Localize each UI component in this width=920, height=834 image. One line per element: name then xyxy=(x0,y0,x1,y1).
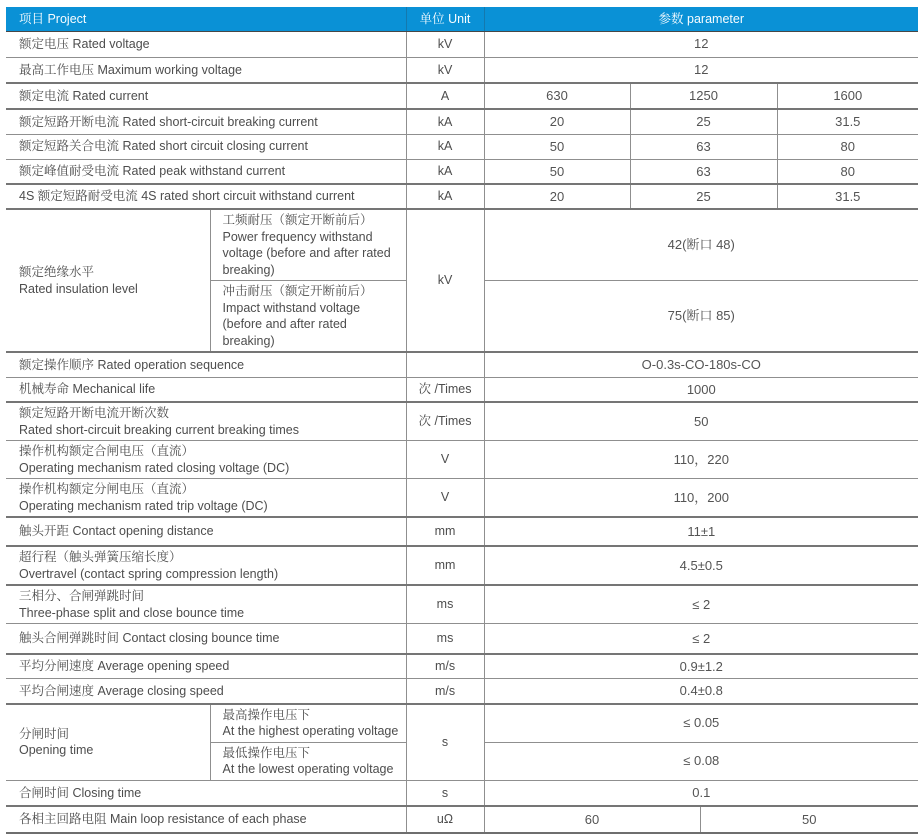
value-cell: 20 xyxy=(484,184,630,209)
sub-label-cell xyxy=(210,704,406,743)
table-header-row xyxy=(6,7,918,31)
value-cell: 50 xyxy=(484,159,630,184)
unit-cell: kV xyxy=(406,209,484,352)
value-cell: 75(断口 85) xyxy=(484,281,918,353)
label-cell: 额定电流 Rated current xyxy=(6,83,406,109)
label-en: Opening time xyxy=(19,743,94,757)
label-en: Rated insulation level xyxy=(19,281,138,296)
row-opening-time-highest xyxy=(6,704,918,743)
value-cell: O-0.3s-CO-180s-CO xyxy=(484,352,918,377)
label-en: Operating mechanism rated trip voltage (DC) xyxy=(19,498,268,513)
row-operation-sequence xyxy=(6,352,918,377)
label-cell-group xyxy=(6,704,210,781)
label-cell: 各相主回路电阻 Main loop resistance of each phase xyxy=(6,806,406,833)
value-cell: 1250 xyxy=(630,83,777,109)
label-cn: 最低操作电压下 xyxy=(222,745,311,760)
value-cell: 110，220 xyxy=(484,441,918,479)
unit-cell: ms xyxy=(406,585,484,624)
value-cell: ≤ 2 xyxy=(484,585,918,624)
unit-cell: A xyxy=(406,83,484,109)
label-en: Power frequency withstand voltage (before and after rated breaking) xyxy=(222,229,391,277)
row-avg-opening-speed xyxy=(6,654,918,679)
row-rated-voltage xyxy=(6,31,918,57)
label-en: At the lowest operating voltage xyxy=(222,762,394,776)
value-cell: 31.5 xyxy=(777,184,918,209)
label-cn: 操作机构额定合闸电压（直流） xyxy=(19,444,195,458)
value-cell: 80 xyxy=(777,134,918,159)
value-cell: 1600 xyxy=(777,83,918,109)
label-en: Rated short-circuit breaking current breaking times xyxy=(19,422,299,437)
label-cn: 三相分、合闸弹跳时间 xyxy=(19,589,145,603)
row-mechanical-life xyxy=(6,377,918,402)
label-en: Impact withstand voltage (before and after rated breaking) xyxy=(222,300,361,348)
row-max-working-voltage xyxy=(6,57,918,83)
value-cell: ≤ 0.08 xyxy=(484,742,918,780)
label-cn: 操作机构额定分闸电压（直流） xyxy=(19,482,195,496)
row-peak-withstand-current xyxy=(6,159,918,184)
unit-cell: kA xyxy=(406,109,484,134)
sub-label-cell xyxy=(210,281,406,353)
row-contact-opening-distance xyxy=(6,517,918,546)
row-three-phase-bounce-time xyxy=(6,585,918,624)
label-en: Three-phase split and close bounce time xyxy=(19,605,245,620)
value-cell: 1000 xyxy=(484,377,918,402)
value-cell: 0.9±1.2 xyxy=(484,654,918,679)
label-cell: 额定短路开断电流 Rated short-circuit breaking current xyxy=(6,109,406,134)
label-cell: 4S 额定短路耐受电流 4S rated short circuit withstand current xyxy=(6,184,406,209)
value-cell: 0.1 xyxy=(484,780,918,806)
label-cn: 最高操作电压下 xyxy=(222,707,311,722)
row-breaking-times xyxy=(6,402,918,441)
sub-label-cell xyxy=(210,742,406,780)
label-cell: 平均合闸速度 Average closing speed xyxy=(6,679,406,704)
value-cell: 0.4±0.8 xyxy=(484,679,918,704)
unit-cell: 次 /Times xyxy=(406,402,484,441)
value-cell: 11±1 xyxy=(484,517,918,546)
value-cell: 25 xyxy=(630,109,777,134)
header-unit: 单位 Unit xyxy=(406,7,484,31)
unit-cell: m/s xyxy=(406,679,484,704)
label-cn: 超行程（触头弹簧压缩长度） xyxy=(19,550,182,564)
unit-cell: V xyxy=(406,479,484,518)
label-cell: 最高工作电压 Maximum working voltage xyxy=(6,57,406,83)
row-overtravel xyxy=(6,546,918,585)
row-rated-current xyxy=(6,83,918,109)
unit-cell: kA xyxy=(406,184,484,209)
row-insulation-power-frequency xyxy=(6,209,918,281)
row-closing-current xyxy=(6,134,918,159)
row-main-loop-resistance xyxy=(6,806,918,833)
value-cell: 110，200 xyxy=(484,479,918,518)
label-cell xyxy=(6,546,406,585)
header-parameter: 参数 parameter xyxy=(484,7,918,31)
row-breaking-current xyxy=(6,109,918,134)
label-cell: 额定电压 Rated voltage xyxy=(6,31,406,57)
value-cell: 630 xyxy=(484,83,630,109)
value-cell: 12 xyxy=(484,31,918,57)
sub-label-cell xyxy=(210,209,406,281)
unit-cell xyxy=(406,352,484,377)
label-cell: 合闸时间 Closing time xyxy=(6,780,406,806)
label-cn: 分闸时间 xyxy=(19,726,70,741)
unit-cell: s xyxy=(406,704,484,781)
unit-cell: mm xyxy=(406,546,484,585)
value-cell: 50 xyxy=(700,806,918,833)
value-cell: 60 xyxy=(484,806,700,833)
unit-cell: uΩ xyxy=(406,806,484,833)
label-cn: 额定绝缘水平 xyxy=(19,265,95,279)
label-cell: 触头合闸弹跳时间 Contact closing bounce time xyxy=(6,624,406,654)
label-cn: 额定短路开断电流开断次数 xyxy=(19,406,170,420)
unit-cell: m/s xyxy=(406,654,484,679)
value-cell: 25 xyxy=(630,184,777,209)
row-closing-voltage-dc xyxy=(6,441,918,479)
row-4s-withstand-current xyxy=(6,184,918,209)
value-cell: 42(断口 48) xyxy=(484,209,918,281)
label-cell xyxy=(6,585,406,624)
value-cell: 80 xyxy=(777,159,918,184)
value-cell: 4.5±0.5 xyxy=(484,546,918,585)
row-trip-voltage-dc xyxy=(6,479,918,518)
unit-cell: s xyxy=(406,780,484,806)
value-cell: ≤ 0.05 xyxy=(484,704,918,743)
value-cell: ≤ 2 xyxy=(484,624,918,654)
label-cell: 平均分闸速度 Average opening speed xyxy=(6,654,406,679)
unit-cell: 次 /Times xyxy=(406,377,484,402)
value-cell: 20 xyxy=(484,109,630,134)
label-cell xyxy=(6,479,406,518)
label-en: Overtravel (contact spring compression length) xyxy=(19,566,279,581)
label-cell: 额定峰值耐受电流 Rated peak withstand current xyxy=(6,159,406,184)
value-cell: 63 xyxy=(630,134,777,159)
label-en: At the highest operating voltage xyxy=(222,724,399,738)
row-avg-closing-speed xyxy=(6,679,918,704)
value-cell: 31.5 xyxy=(777,109,918,134)
header-project: 项目 Project xyxy=(6,7,406,31)
spec-table xyxy=(6,7,918,834)
label-cell: 额定操作顺序 Rated operation sequence xyxy=(6,352,406,377)
label-cell xyxy=(6,402,406,441)
value-cell: 50 xyxy=(484,134,630,159)
unit-cell: kV xyxy=(406,57,484,83)
label-en: Operating mechanism rated closing voltage (DC) xyxy=(19,460,290,475)
row-contact-closing-bounce-time xyxy=(6,624,918,654)
unit-cell: mm xyxy=(406,517,484,546)
unit-cell: kV xyxy=(406,31,484,57)
unit-cell: kA xyxy=(406,159,484,184)
value-cell: 50 xyxy=(484,402,918,441)
label-cell xyxy=(6,441,406,479)
label-cn: 冲击耐压（额定开断前后） xyxy=(222,284,373,298)
label-cell: 额定短路关合电流 Rated short circuit closing current xyxy=(6,134,406,159)
value-cell: 63 xyxy=(630,159,777,184)
label-cell: 机械寿命 Mechanical life xyxy=(6,377,406,402)
label-cn: 工频耐压（额定开断前后） xyxy=(222,213,373,227)
label-cell: 触头开距 Contact opening distance xyxy=(6,517,406,546)
value-cell: 12 xyxy=(484,57,918,83)
unit-cell: ms xyxy=(406,624,484,654)
label-cell-group xyxy=(6,209,210,352)
unit-cell: kA xyxy=(406,134,484,159)
row-closing-time xyxy=(6,780,918,806)
unit-cell: V xyxy=(406,441,484,479)
